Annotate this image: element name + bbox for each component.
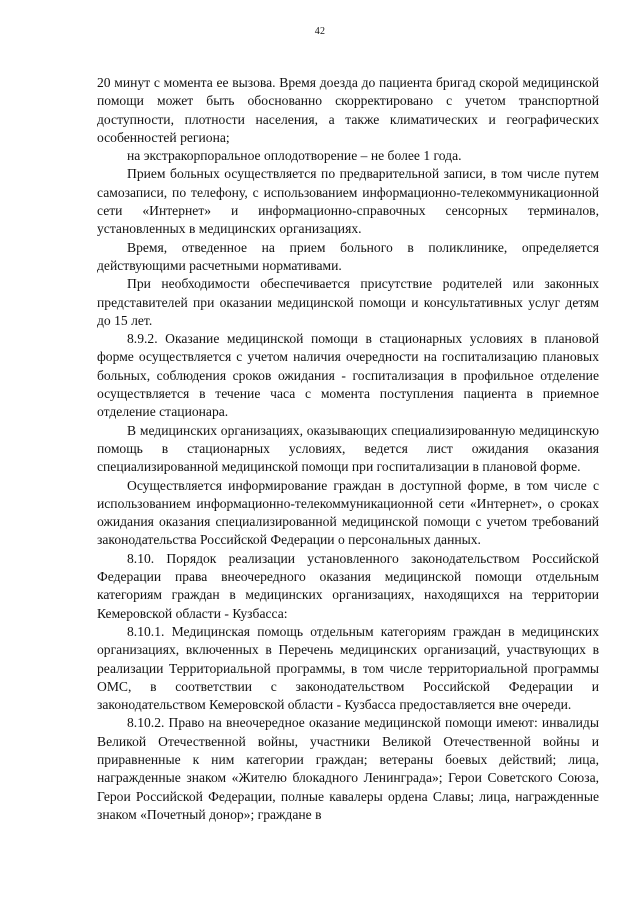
paragraph-informing: Осуществляется информирование граждан в доступной форме, в том числе с использованием информационно-телекоммуникационной сети «Интернет», о сроках ожидания оказания специализированной медицинской помощи с учетом требований законодательства Российской Федерации о персональных данных. <box>97 477 599 548</box>
paragraph-appointment-time: Время, отведенное на прием больного в поликлинике, определяется действующими расчетными нормативами. <box>97 239 599 273</box>
paragraph-parents-presence: При необходимости обеспечивается присутствие родителей или законных представителей при оказании медицинской помощи и консультативных услуг детям до 15 лет. <box>97 276 599 328</box>
paragraph-waiting-list: В медицинских организациях, оказывающих специализированную медицинскую помощь в стационарных условиях, ведется лист ожидания оказания специализированной медицинской помощи при госпитализации в плановой форме. <box>97 422 599 475</box>
paragraph-8-9-2: 8.9.2. Оказание медицинской помощи в стационарных условиях в плановой форме осуществляется с учетом наличия очередности на госпитализацию плановых больных, соблюдения сроков ожидания - госпитализация в профильное отделение осуществляется в течение часа с момента поступления пациента в приемное отделение стационара. <box>97 331 599 420</box>
paragraph-ivf-waiting: на экстракорпоральное оплодотворение – не более 1 года. <box>127 148 462 164</box>
paragraph-appointment-booking: Прием больных осуществляется по предварительной записи, в том числе путем самозаписи, по телефону, с использованием информационно-телекоммуникационной сети «Интернет» и информационно-справочных сенсорных терминалов, установленных в медицинских организациях. <box>97 166 599 237</box>
paragraph-8-10-1: 8.10.1. Медицинская помощь отдельным категориям граждан в медицинских организациях, включенных в Перечень медицинских организаций, участвующих в реализации Территориальной программы, в том числе территориальной программы ОМС, в соответствии с законодательством Российской Федерации и законодательством Кемеровской области - Кузбасса предоставляется вне очереди. <box>97 623 599 713</box>
page-number: 42 <box>314 26 326 37</box>
paragraph-continuation: 20 минут с момента ее вызова. Время доезда до пациента бригад скорой медицинской помощи может быть обоснованно скорректировано с учетом транспортной доступности, плотности населения, а также климатических и географических особенностей региона; <box>97 75 599 145</box>
paragraph-8-10-2: 8.10.2. Право на внеочередное оказание медицинской помощи имеют: инвалиды Великой Отечественной войны, участники Великой Отечественной войны и приравненные к ним категории граждан; ветераны боевых действий; лица, награжденные знаком «Жителю блокадного Ленинграда»; Герои Советского Союза, Герои Российской Федерации, полные кавалеры ордена Славы; лица, награжденные знаком «Почетный донор»; граждане в <box>97 715 599 822</box>
paragraph-8-10: 8.10. Порядок реализации установленного законодательством Российской Федерации права внеочередного оказания медицинской помощи отдельным категориям граждан в медицинских организациях, находящихся на территории Кемеровской области - Кузбасса: <box>97 550 599 621</box>
document-body <box>97 74 599 824</box>
